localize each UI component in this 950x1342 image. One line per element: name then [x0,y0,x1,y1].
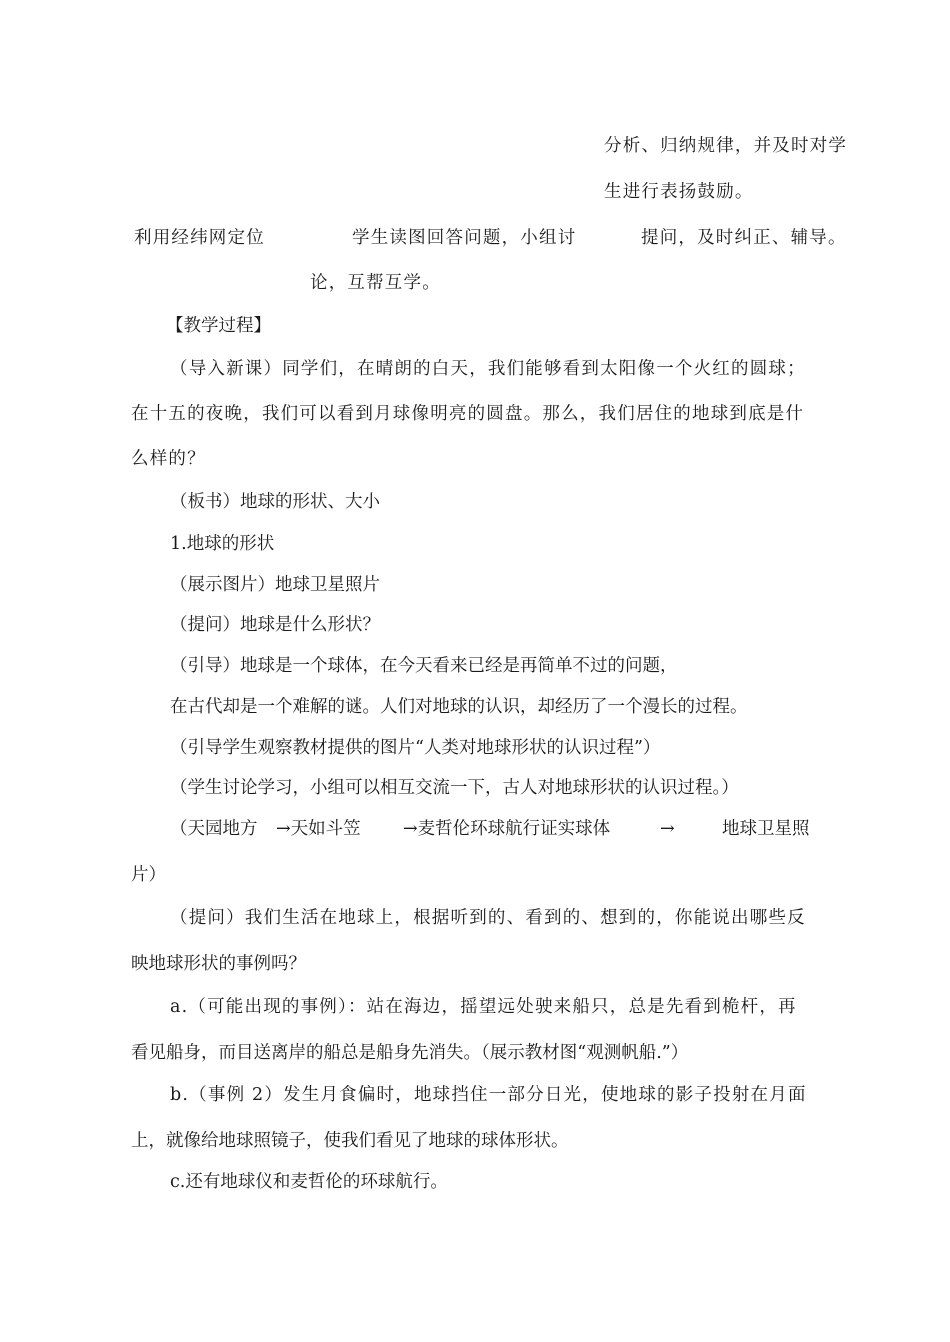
question-1: （提问）地球是什么形状？ [170,615,380,635]
example-b-line1: b.（事例 2）发生月食偏时，地球挡住一部分日光，使地球的影子投射在月面 [170,1085,807,1105]
example-b-line2: 上，就像给地球照镜子，使我们看见了地球的球体形状。 [131,1131,569,1151]
guide-line1: （引导）地球是一个球体，在今天看来已经是再简单不过的问题， [170,656,678,676]
table-cell-topic: 利用经纬网定位 [134,228,265,248]
example-c: c.还有地球仪和麦哲伦的环球航行。 [170,1172,448,1192]
question-2-line2: 映地球形状的事例吗？ [131,954,306,974]
discussion-note: （学生讨论学习，小组可以相互交流一下，古人对地球形状的认识过程。） [170,778,739,798]
process-step-3: →麦哲伦环球航行证实球体 [403,819,611,839]
example-a-line1: a.（可能出现的事例）：站在海边，摇望远处驶来船只，总是先看到桅杆，再 [170,997,797,1017]
table-cell-method-line2: 生进行表扬鼓励。 [604,182,754,202]
process-step-1: （天园地方 [170,819,258,839]
subsection-title: 1.地球的形状 [170,534,275,554]
table-cell-teacher: 提问，及时纠正、辅导。 [641,228,847,248]
process-step-4: 地球卫星照 [722,819,810,839]
table-cell-student-line2: 论，互帮互学。 [310,273,441,293]
process-end: 片） [131,865,166,885]
process-step-2: →天如斗笠 [276,819,361,839]
table-cell-student-line1: 学生读图回答问题，小组讨 [352,228,577,248]
example-a-line2: 看见船身，而目送离岸的船总是船身先消失。（展示教材图“观测帆船.”） [131,1043,689,1063]
process-arrow: → [660,819,675,839]
table-cell-method-line1: 分析、归纳规律，并及时对学 [604,136,848,156]
paragraph-intro-line1: （导入新课）同学们，在晴朗的白天，我们能够看到太阳像一个火红的圆球； [170,359,806,379]
paragraph-intro-line2: 在十五的夜晚，我们可以看到月球像明亮的圆盘。那么，我们居住的地球到底是什 [131,404,805,424]
guide-line2: 在古代却是一个难解的谜。人们对地球的认识，却经历了一个漫长的过程。 [170,697,748,717]
guide-observe: （引导学生观察教材提供的图片“人类对地球形状的认识过程”） [170,738,661,758]
paragraph-intro-line3: 么样的？ [131,449,206,469]
board-note: （板书）地球的形状、大小 [170,492,380,512]
show-picture-note: （展示图片）地球卫星照片 [170,575,380,595]
question-2-line1: （提问）我们生活在地球上，根据听到的、看到的、想到的，你能说出哪些反 [170,908,806,928]
section-heading: 【教学过程】 [166,316,271,336]
